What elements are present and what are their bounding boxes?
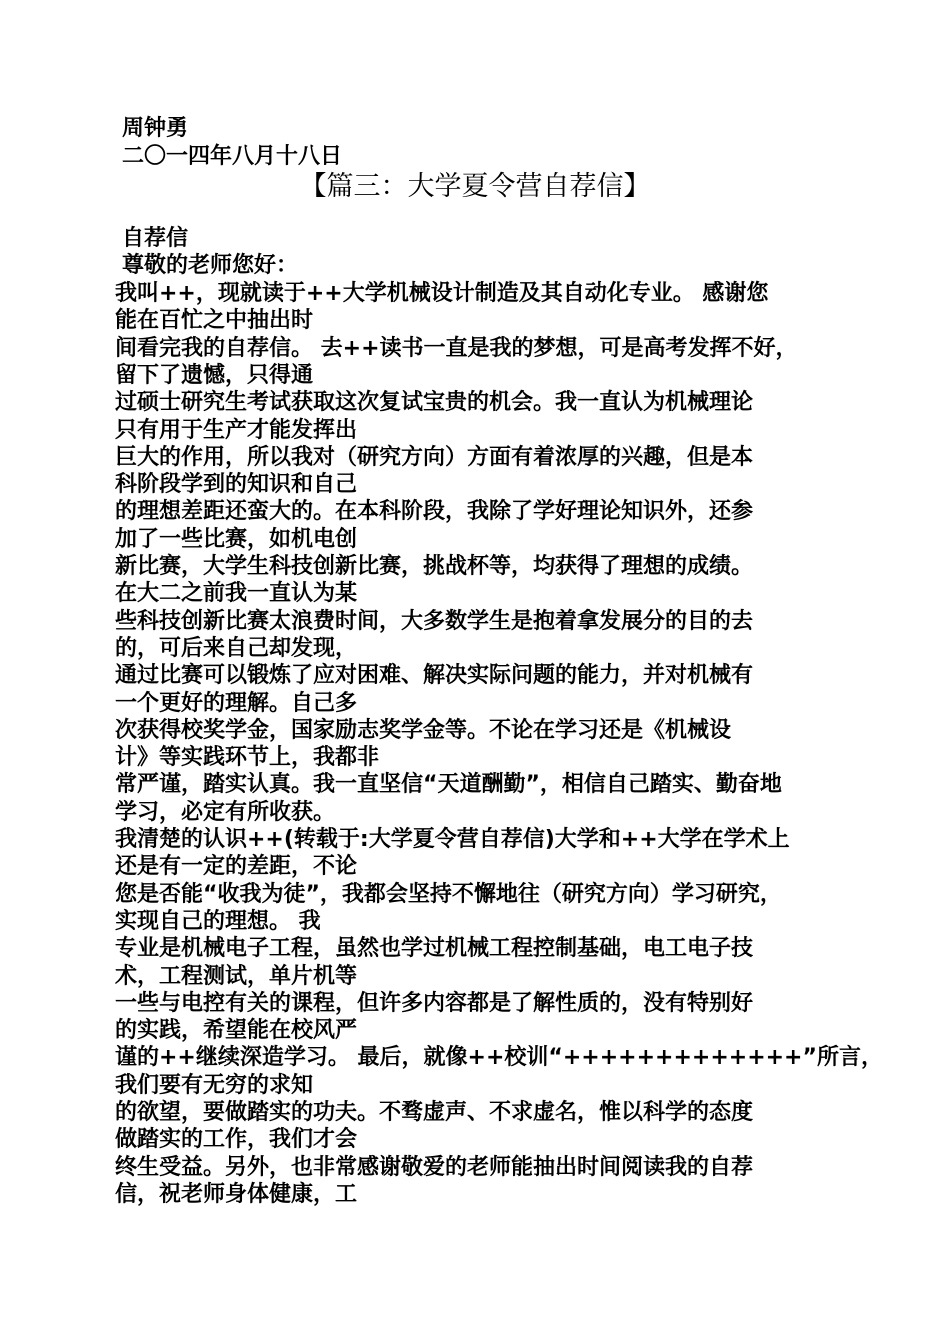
letter-body-line: 过硕士研究生考试获取这次复试宝贵的机会。我一直认为机械理论	[115, 390, 754, 415]
letter-body-line: 常严谨，踏实认真。我一直坚信“天道酬勤”，相信自己踏实、勤奋地	[115, 772, 782, 797]
letter-body-line: 加了一些比赛，如机电创	[115, 527, 358, 552]
letter-body-line: 还是有一定的差距，不论	[115, 854, 358, 879]
letter-title: 自荐信	[122, 226, 189, 251]
letter-body-line: 科阶段学到的知识和自己	[115, 472, 358, 497]
letter-body-line: 的，可后来自己却发现，	[115, 636, 358, 661]
letter-body-line: 能在百忙之中抽出时	[115, 308, 314, 333]
letter-body-line: 巨大的作用，所以我对（研究方向）方面有着浓厚的兴趣，但是本	[115, 445, 754, 470]
letter-body-line: 我叫++，现就读于++大学机械设计制造及其自动化专业。 感谢您	[115, 281, 769, 306]
letter-body-line: 计》等实践环节上，我都非	[115, 745, 380, 770]
section-heading: 【篇三：大学夏令营自荐信】	[299, 171, 651, 202]
letter-body-line: 新比赛，大学生科技创新比赛，挑战杯等，均获得了理想的成绩。	[115, 554, 754, 579]
letter-body-line: 我清楚的认识++(转载于:大学夏令营自荐信)大学和++大学在学术上	[115, 827, 790, 852]
letter-body-line: 些科技创新比赛太浪费时间，大多数学生是抱着拿发展分的目的去	[115, 609, 754, 634]
letter-body-line: 的欲望，要做踏实的功夫。不骛虚声、不求虚名，惟以科学的态度	[115, 1100, 754, 1125]
letter-body-line: 一些与电控有关的课程，但许多内容都是了解性质的，没有特别好	[115, 991, 754, 1016]
letter-body-line: 做踏实的工作，我们才会	[115, 1127, 358, 1152]
letter-salutation: 尊敬的老师您好：	[122, 253, 299, 278]
letter-body-line: 实现自己的理想。 我	[115, 909, 321, 934]
letter-body-line: 间看完我的自荐信。 去++读书一直是我的梦想，可是高考发挥不好，	[115, 336, 798, 361]
letter-body-line: 信，祝老师身体健康，工	[115, 1182, 358, 1207]
letter-body-line: 的理想差距还蛮大的。在本科阶段，我除了学好理论知识外，还参	[115, 499, 754, 524]
letter-body-line: 只有用于生产才能发挥出	[115, 418, 358, 443]
letter-body-line: 学习，必定有所收获。	[115, 800, 336, 825]
letter-body-line: 谨的++继续深造学习。 最后，就像++校训“+++++++++++++”所言，	[115, 1045, 883, 1070]
signature-date: 二〇一四年八月十八日	[122, 144, 343, 169]
letter-body-line: 的实践，希望能在校风严	[115, 1018, 358, 1043]
letter-body-line: 终生受益。另外，也非常感谢敬爱的老师能抽出时间阅读我的自荐	[115, 1155, 754, 1180]
letter-body-line: 次获得校奖学金，国家励志奖学金等。不论在学习还是《机械设	[115, 718, 732, 743]
letter-body-line: 通过比赛可以锻炼了应对困难、解决实际问题的能力，并对机械有	[115, 663, 754, 688]
letter-body-line: 术，工程测试，单片机等	[115, 964, 358, 989]
letter-body-line: 一个更好的理解。自己多	[115, 691, 358, 716]
letter-body-line: 我们要有无穷的求知	[115, 1073, 314, 1098]
letter-body-line: 留下了遗憾，只得通	[115, 363, 314, 388]
letter-body-line: 专业是机械电子工程，虽然也学过机械工程控制基础，电工电子技	[115, 936, 754, 961]
letter-body-line: 您是否能“收我为徒”，我都会坚持不懈地往（研究方向）学习研究，	[115, 882, 782, 907]
letter-body-line: 在大二之前我一直认为某	[115, 581, 358, 606]
signature-name: 周钟勇	[122, 116, 189, 141]
